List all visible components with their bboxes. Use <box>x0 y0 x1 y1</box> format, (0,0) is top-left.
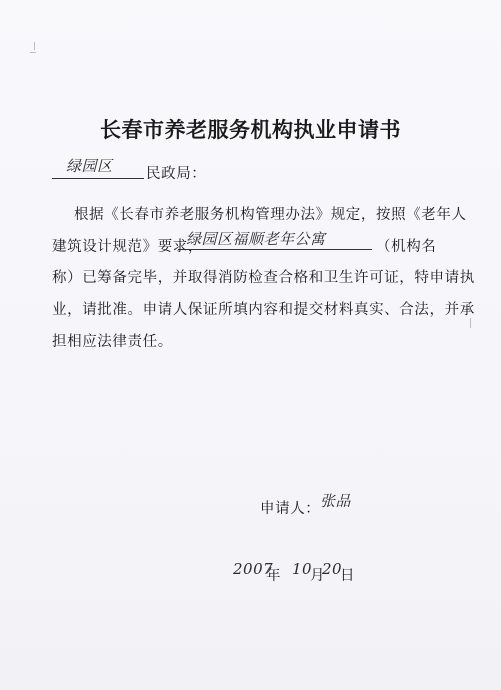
date-year-handwritten: 2007 <box>233 560 274 578</box>
body-line-4: 业，请批准。申请人保证所填内容和提交材料真实、合法，并承 <box>52 302 475 318</box>
date-month-handwritten: 10 <box>292 560 313 578</box>
body-line-3: 称）已筹备完毕，并取得消防检查合格和卫生许可证，特申请执 <box>52 270 475 286</box>
date-day-unit: 日 <box>340 568 356 584</box>
scan-mark-top-left-2 <box>30 52 36 53</box>
scan-mark-top-left <box>34 42 35 50</box>
addressee-handwritten: 绿园区 <box>66 157 113 175</box>
signature-handwritten: 张品 <box>320 492 352 510</box>
scan-mark-right-edge <box>470 318 471 328</box>
signature-label: 申请人： <box>260 501 321 517</box>
body-line-2-suffix: （机构名 <box>376 239 437 255</box>
document-title: 长春市养老服务机构执业申请书 <box>100 118 401 142</box>
date-day-handwritten: 20 <box>322 560 343 578</box>
body-line-5: 担相应法律责任。 <box>52 334 173 350</box>
addressee-label: 民政局： <box>146 166 207 182</box>
body-line-2-prefix: 建筑设计规范》要求， <box>52 239 203 255</box>
body-line-1: 根据《长春市养老服务机构管理办法》规定，按照《老年人 <box>74 207 467 223</box>
org-name-handwritten: 绿园区福顺老年公寓 <box>186 230 326 248</box>
date-month-unit: 月 <box>310 568 326 584</box>
date-year-unit: 年 <box>266 568 282 584</box>
